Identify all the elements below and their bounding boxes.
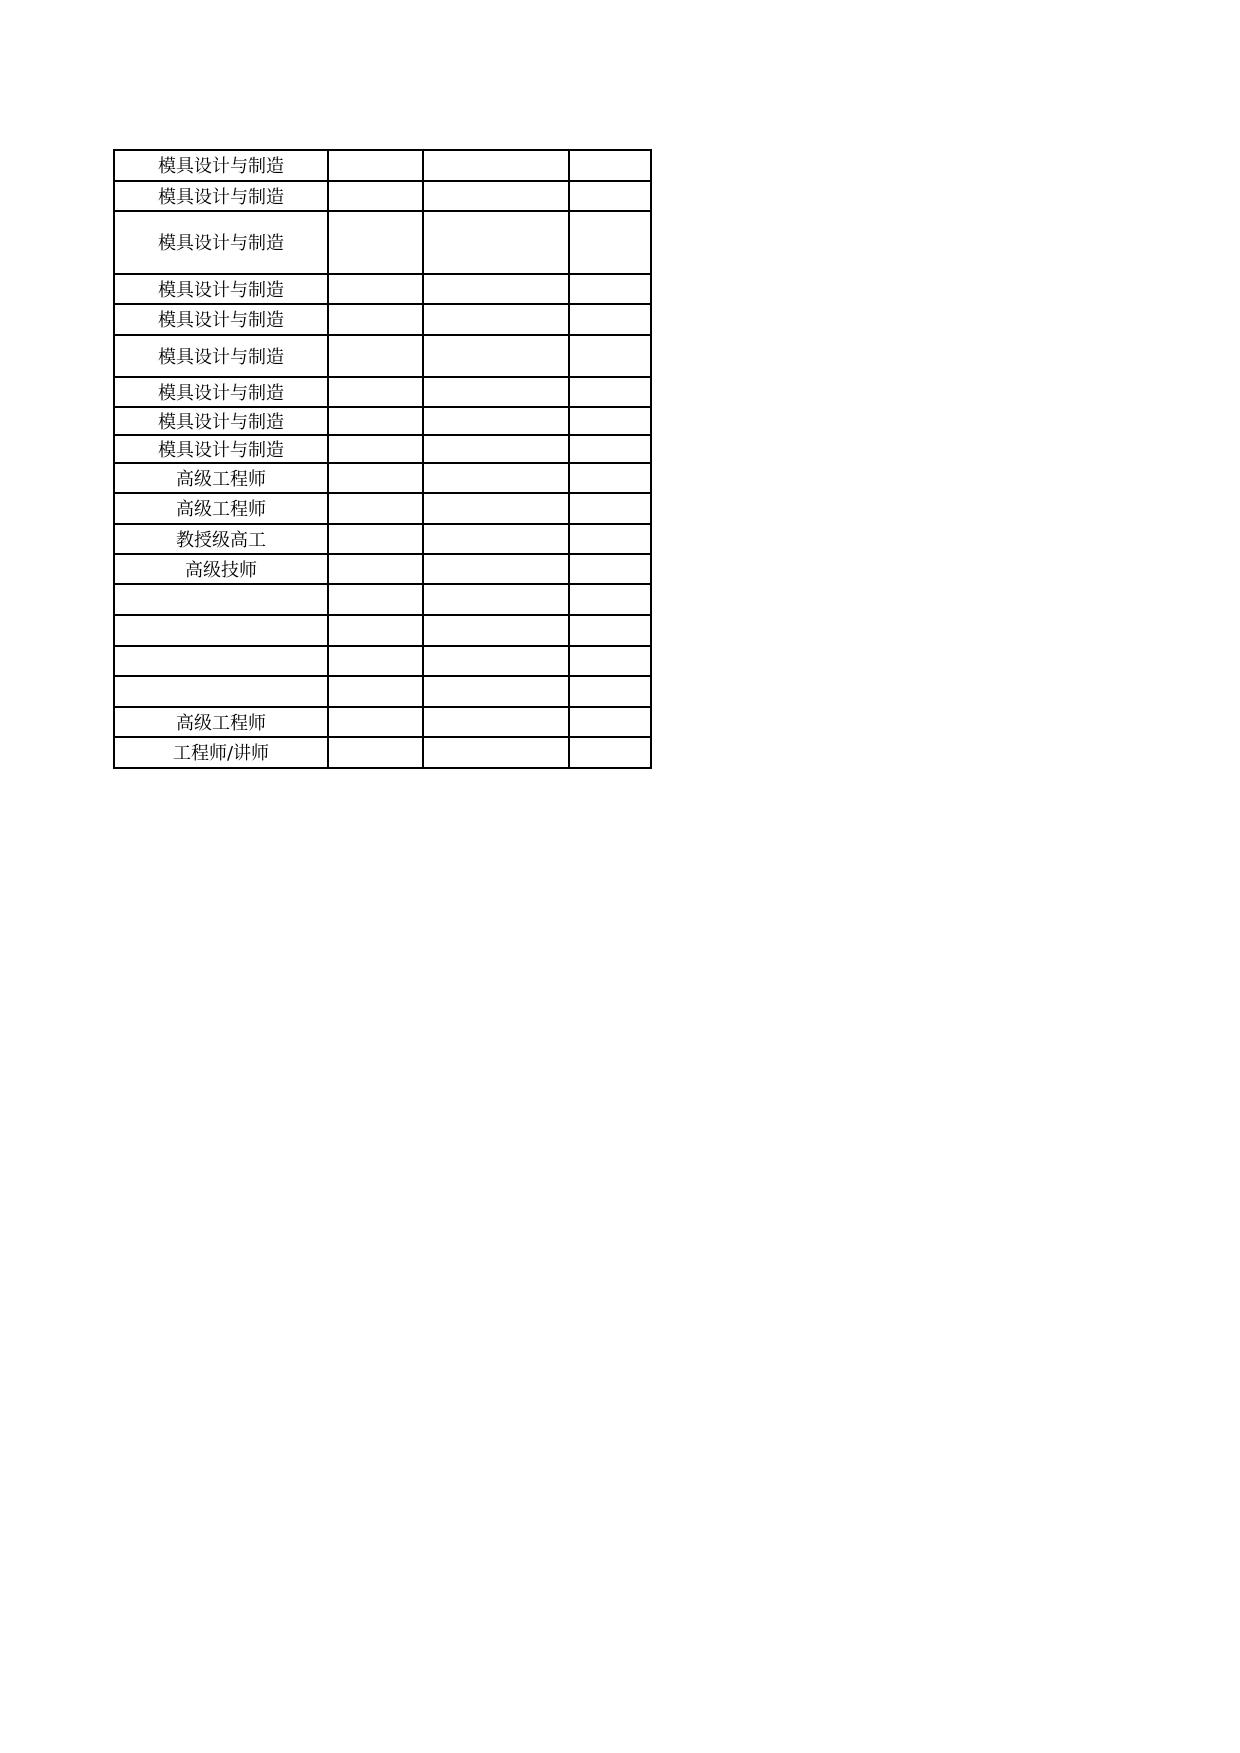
table-cell	[328, 407, 423, 435]
table-cell	[423, 335, 569, 377]
table-cell	[569, 150, 651, 181]
table-cell	[423, 377, 569, 407]
table-row	[114, 435, 651, 463]
table-cell	[569, 435, 651, 463]
table-cell	[569, 737, 651, 768]
table-cell	[328, 274, 423, 304]
table-cell	[328, 646, 423, 676]
table-row	[114, 211, 651, 274]
table-cell	[423, 524, 569, 554]
table-cell	[423, 304, 569, 335]
table-cell	[569, 676, 651, 707]
table-cell: 高级技师	[114, 554, 328, 584]
table-cell: 模具设计与制造	[114, 274, 328, 304]
table-cell	[328, 676, 423, 707]
table-cell	[328, 524, 423, 554]
table-cell	[114, 646, 328, 676]
table-cell	[423, 274, 569, 304]
table-cell	[328, 463, 423, 493]
table-cell	[328, 181, 423, 211]
table-cell	[423, 181, 569, 211]
table-cell	[114, 615, 328, 646]
table-cell	[423, 646, 569, 676]
table-row	[114, 274, 651, 304]
table-cell: 工程师/讲师	[114, 737, 328, 768]
table-row	[114, 377, 651, 407]
table-row	[114, 554, 651, 584]
table-cell	[328, 377, 423, 407]
table-cell	[328, 615, 423, 646]
table-cell	[328, 554, 423, 584]
table-cell	[423, 463, 569, 493]
table-cell	[423, 676, 569, 707]
table-cell	[423, 493, 569, 524]
table-row	[114, 150, 651, 181]
table-cell	[569, 646, 651, 676]
table-cell	[328, 304, 423, 335]
table-cell	[328, 707, 423, 737]
table-cell: 教授级高工	[114, 524, 328, 554]
table-cell	[569, 524, 651, 554]
table-cell	[569, 615, 651, 646]
table-row	[114, 463, 651, 493]
table-cell	[328, 493, 423, 524]
table-cell	[423, 584, 569, 615]
table-row	[114, 676, 651, 707]
table-cell: 模具设计与制造	[114, 407, 328, 435]
table-cell	[328, 584, 423, 615]
table-body	[114, 150, 651, 768]
table-cell	[423, 435, 569, 463]
spreadsheet-table	[113, 149, 652, 769]
table-cell	[569, 463, 651, 493]
table-cell	[569, 377, 651, 407]
table-cell: 模具设计与制造	[114, 181, 328, 211]
table-cell	[328, 737, 423, 768]
table-cell: 模具设计与制造	[114, 377, 328, 407]
table-row	[114, 493, 651, 524]
table-cell	[114, 584, 328, 615]
table-cell	[569, 493, 651, 524]
table-cell	[569, 274, 651, 304]
table-row	[114, 615, 651, 646]
table-cell: 模具设计与制造	[114, 435, 328, 463]
table-cell	[423, 707, 569, 737]
table-row	[114, 584, 651, 615]
table-cell: 高级工程师	[114, 707, 328, 737]
table-cell	[569, 554, 651, 584]
table-cell	[569, 181, 651, 211]
table-cell	[328, 435, 423, 463]
table-cell: 模具设计与制造	[114, 211, 328, 274]
table-cell	[423, 211, 569, 274]
table-row	[114, 335, 651, 377]
table-cell	[423, 407, 569, 435]
table-cell	[569, 707, 651, 737]
table-cell: 高级工程师	[114, 463, 328, 493]
table-row	[114, 524, 651, 554]
table-row	[114, 737, 651, 768]
table-cell	[569, 407, 651, 435]
table-cell	[328, 150, 423, 181]
table-cell	[569, 335, 651, 377]
table-row	[114, 181, 651, 211]
table-cell: 高级工程师	[114, 493, 328, 524]
table-row	[114, 646, 651, 676]
table-cell: 模具设计与制造	[114, 335, 328, 377]
table-cell	[328, 211, 423, 274]
table-cell	[114, 676, 328, 707]
table-cell	[569, 584, 651, 615]
table-cell	[328, 335, 423, 377]
table-cell	[569, 304, 651, 335]
table-cell: 模具设计与制造	[114, 304, 328, 335]
table-row	[114, 407, 651, 435]
table-row	[114, 707, 651, 737]
table-cell	[423, 554, 569, 584]
table-cell	[423, 737, 569, 768]
table-cell	[423, 150, 569, 181]
table-cell	[423, 615, 569, 646]
table-cell	[569, 211, 651, 274]
table-row	[114, 304, 651, 335]
table-cell: 模具设计与制造	[114, 150, 328, 181]
